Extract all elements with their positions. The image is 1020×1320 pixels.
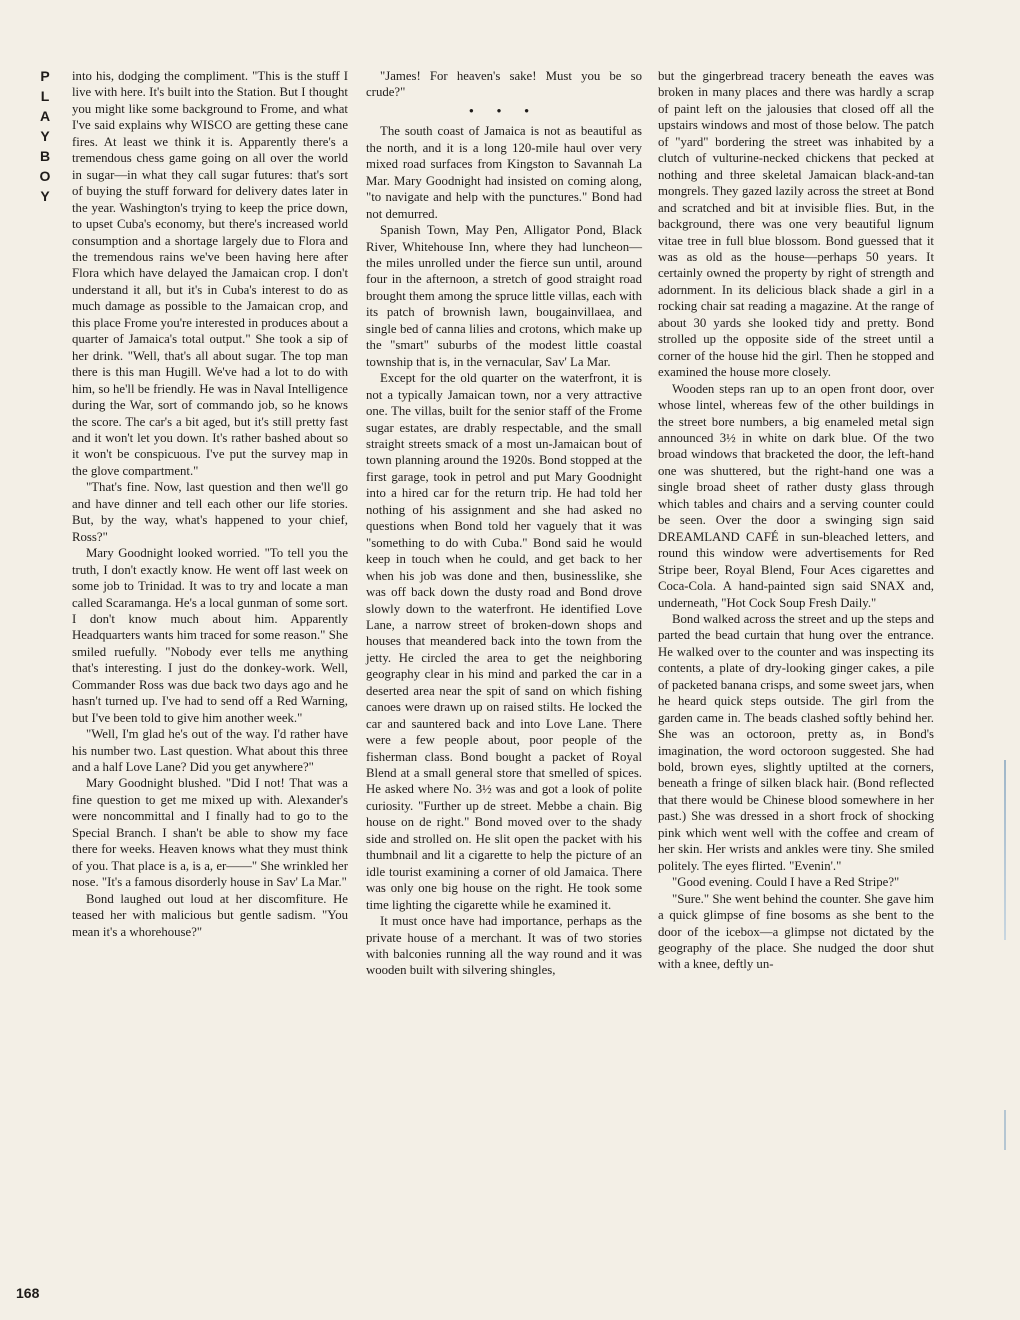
text-column-2 [366, 68, 642, 979]
running-head-letter: B [39, 148, 51, 164]
paragraph: The south coast of Jamaica is not as beautiful as the north, and it is a long 120-mile haul over very mixed road surfaces from Kingston to Savannah La Mar. Mary Goodnight had insisted on coming along, "to navigate and help with the punctures." Bond had not demurred. [366, 124, 642, 221]
paragraph: Bond walked across the street and up the steps and parted the bead curtain that hung over the entrance. He walked over to the counter and was inspecting its contents, a plate of dry-looking ginger cakes, a pile of packeted banana crisps, and some sweet jars, when he heard quick steps outside. The girl from the garden came in. The beads clashed softly behind her. She was an octoroon, pretty as, in Bond's imagination, the word octoroon suggested. She had bold, brown eyes, slightly uptilted at the corners, beneath a fringe of silken black hair. (Bond reflected that there would be Chinese blood somewhere in her past.) She was dressed in a short frock of shocking pink which went well with the coffee and cream of her skin. Her wrists and ankles were tiny. She smiled politely. The eyes flirted. "Evenin'." [658, 611, 934, 873]
running-head-letter: L [40, 88, 50, 104]
paragraph: Bond laughed out loud at her discomfiture. He teased her with malicious but gentle sadism. "You mean it's a whorehouse?" [72, 891, 348, 939]
magazine-running-head [34, 66, 56, 206]
running-head-letter: A [39, 108, 51, 124]
section-break: • • • [469, 103, 539, 118]
paragraph: into his, dodging the compliment. "This is the stuff I live with here. It's built into the Station. But I thought you might like some background to Frome, and what I've said explains why WISCO are getting these cane fires. At least we think it is. Apparently there's a tremendous chess game going on all over the world in sugar—in what they call sugar futures: that's sort of buying the stuff forward for delivery dates later in the year. Washington's trying to keep the price down, to upset Cuba's economy, but there's increased world consumption and a shortage largely due to Flora and the tremendous rains we've been having here after Flora which have delayed the Jamaican crop. I don't understand it all, but it's in Cuba's interest to do as much damage as possible to the Jamaican crop, and this place Frome you're interested in produces about a quarter of Jamaica's total output." She took a sip of her drink. "Well, that's all about sugar. The top man there is this man Hugill. We've had a lot to do with him, so he'll be friendly. He was in Naval Intelligence during the War, sort of commando job, so he knows the score. The car's a bit aged, but it's still pretty fast and it won't let you down. It's rather bashed about so it won't be conspicuous. I've put the survey map in the glove compartment." [72, 69, 348, 478]
paragraph: Mary Goodnight blushed. "Did I not! That was a fine question to get me mixed up with. Alexander's were noncommittal and I finally had to go to the Special Branch. I shan't be able to show my face there for weeks. Heaven knows what they must think of you. That place is a, is a, er——" She wrinkled her nose. "It's a famous disorderly house in Sav' La Mar." [72, 776, 348, 890]
running-head-letter: Y [40, 188, 50, 204]
text-column-1 [72, 68, 348, 940]
text-column-3 [658, 68, 934, 973]
page-number: 168 [16, 1285, 40, 1301]
paragraph: "Good evening. Could I have a Red Stripe?" [672, 875, 900, 890]
running-head-letter: Y [40, 128, 50, 144]
paragraph: Spanish Town, May Pen, Alligator Pond, Black River, Whitehouse Inn, where they had luncheon—the miles unrolled under the fierce sun until, around four in the afternoon, a stretch of good straight road brought them among the spruce little villas, each with its patch of brownish lawn, bougainvillaea, and single bed of canna lilies and crotons, which make up the "smart" suburbs of the modest little coastal township that is, in the vernacular, Sav' La Mar. [366, 223, 642, 369]
paragraph: Mary Goodnight looked worried. "To tell you the truth, I don't exactly know. He went off last week on some job to Trinidad. It was to try and locate a man called Scaramanga. He's a local gunman of some sort. I don't know much about him. Apparently Headquarters wants him traced for some reason." She smiled ruefully. "Nobody ever tells me anything that's interesting. I just do the donkey-work. Well, Commander Ross was due back two days ago and he hasn't turned up. I've had to send off a Red Warning, but I've been told to give him another week." [72, 546, 348, 725]
running-head-letter: O [39, 168, 51, 184]
page-edge-mark [1004, 760, 1006, 940]
paragraph: "That's fine. Now, last question and then we'll go and have dinner and tell each other our life stories. But, by the way, what's happened to your chief, Ross?" [72, 480, 348, 544]
paragraph: "Sure." She went behind the counter. She gave him a quick glimpse of fine bosoms as she bent to the door of the icebox—a glimpse not dictated by the geography of the place. She nudged the door shut with a knee, deftly un- [658, 891, 934, 972]
paragraph: but the gingerbread tracery beneath the eaves was broken in many places and there was hardly a scrap of paint left on the jalousies that closed off all the upstairs windows and most of those below. The patch of "yard" bordering the street was inhabited by a clutch of vulturine-necked chickens that pecked at nothing and three skeletal Jamaican black-and-tan mongrels. They gazed lazily across the street at Bond and scratched and bit at invisible flies. But, in the background, there was one very beautiful lignum vitae tree in full blue blossom. Bond guessed that it was as old as the house—perhaps 50 years. It certainly owned the property by right of strength and adornment. In its delicious black shade a girl in a rocking chair sat reading a magazine. At the range of about 30 yards she looked tidy and pretty. Bond strolled up the opposite side of the street until a corner of the house hid the girl. Then he stopped and examined the house more closely. [658, 69, 934, 380]
paragraph: "Well, I'm glad he's out of the way. I'd rather have his number two. Last question. What about this three and a half Love Lane? Did you get anywhere?" [72, 727, 348, 775]
paragraph: Wooden steps ran up to an open front door, over whose lintel, whereas few of the other buildings in the street bore numbers, a big enameled metal sign announced 3½ in white on dark blue. Of the two broad windows that bracketed the door, the left-hand one was shuttered, but the right-hand one was a single broad sheet of rather dusty glass through which tables and chairs and a serving counter could be seen. Over the door a swinging sign said DREAMLAND CAFÉ in sun-bleached letters, and round this window were advertisements for Red Stripe beer, Royal Blend, Four Aces cigarettes and Coca-Cola. A hand-painted sign said SNAX and, underneath, "Hot Cock Soup Fresh Daily." [658, 381, 934, 610]
paragraph: "James! For heaven's sake! Must you be so crude?" [366, 69, 642, 100]
page-edge-mark [1004, 1110, 1006, 1150]
paragraph: Except for the old quarter on the waterfront, it is not a typically Jamaican town, nor a very attractive one. The villas, built for the senior staff of the Frome sugar estates, are drably respectable, and the small straight streets smack of a most un-Jamaican bout of town planning around the 1920s. Bond stopped at the first garage, took in petrol and put Mary Goodnight into a hired car for the return trip. He had told her nothing of his assignment and she had asked no questions when Bond told her vaguely that it was "something to do with Cuba." Bond said he would keep in touch when he could, and get back to her when his job was done and then, businesslike, she was off back down the dusty road and Bond drove slowly down to the waterfront. He identified Love Lane, a narrow street of broken-down shops and houses that meandered back into the town from the jetty. He circled the area to get the neighboring geography clear in his mind and parked the car in a deserted area near the spit of sand on which fishing canoes were drawn up on raised stilts. He locked the car and sauntered back and into Love Lane. There were a few people about, poor people of the fisherman class. Bond bought a packet of Royal Blend at a small general store that smelled of spices. He asked where No. 3½ was and got a look of polite curiosity. "Further up de street. Mebbe a chain. Big house on de right." Bond moved over to the shady side and strolled on. He slit open the packet with his thumbnail and lit a cigarette to help the picture of an idle tourist examining a corner of old Jamaica. There was only one big house on the right. He took some time lighting the cigarette while he examined it. [366, 371, 642, 912]
running-head-letter: P [40, 68, 50, 84]
paragraph: It must once have had importance, perhaps as the private house of a merchant. It was of two stories with balconies running all the way round and it was wooden built with silvering shingles, [366, 914, 642, 978]
